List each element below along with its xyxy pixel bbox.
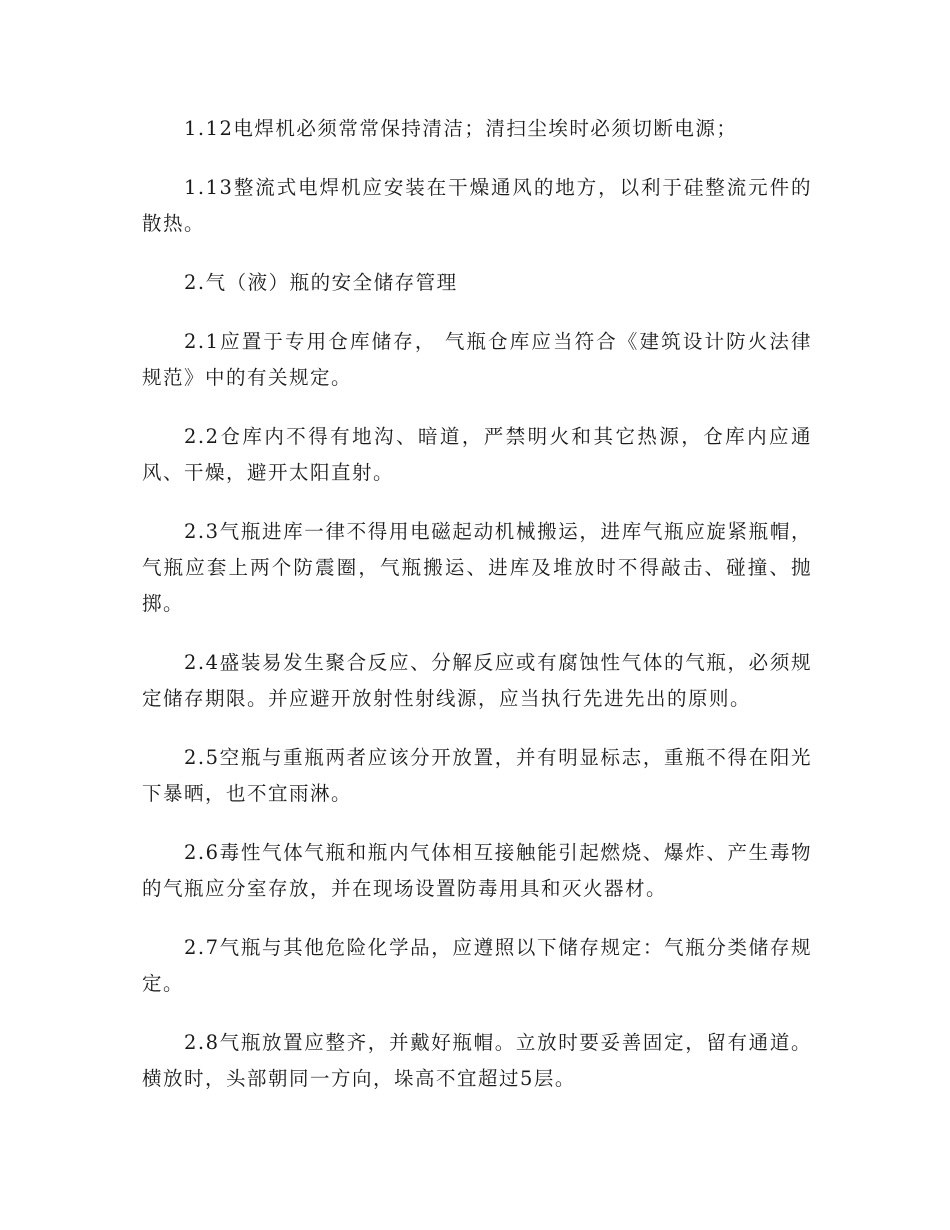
paragraph-2-2: 2.2仓库内不得有地沟、暗道，严禁明火和其它热源，仓库内应通风、干燥，避开太阳直射。 xyxy=(142,425,812,484)
paragraph-2-3: 2.3气瓶进库一律不得用电磁起动机械搬运，进库气瓶应旋紧瓶帽，气瓶应套上两个防震圈，气瓶搬运、进库及堆放时不得敲击、碰撞、抛掷。 xyxy=(142,520,812,615)
paragraph-2-8: 2.8气瓶放置应整齐，并戴好瓶帽。立放时要妥善固定，留有通道。横放时，头部朝同一方向，垛高不宜超过5层。 xyxy=(142,1031,812,1090)
paragraph-1-13: 1.13整流式电焊机应安装在干燥通风的地方，以利于硅整流元件的散热。 xyxy=(142,176,812,235)
paragraph-1-12: 1.12电焊机必须常常保持清洁；清扫尘埃时必须切断电源； xyxy=(184,117,738,140)
paragraph-2-5: 2.5空瓶与重瓶两者应该分开放置，并有明显标志，重瓶不得在阳光下暴晒，也不宜雨淋。 xyxy=(142,746,812,805)
section-heading-2: 2.气（液）瓶的安全储存管理 xyxy=(184,271,458,294)
document-body xyxy=(142,111,812,1120)
paragraph-2-7: 2.7气瓶与其他危险化学品，应遵照以下储存规定：气瓶分类储存规定。 xyxy=(142,936,812,995)
paragraph-2-6: 2.6毒性气体气瓶和瓶内气体相互接触能引起燃烧、爆炸、产生毒物的气瓶应分室存放，并在现场设置防毒用具和灭火器材。 xyxy=(142,841,812,900)
paragraph-2-1: 2.1应置于专用仓库储存， 气瓶仓库应当符合《建筑设计防火法律规范》中的有关规定。 xyxy=(142,330,812,389)
paragraph-2-4: 2.4盛装易发生聚合反应、分解反应或有腐蚀性气体的气瓶，必须规定储存期限。并应避开放射性射线源，应当执行先进先出的原则。 xyxy=(142,651,812,710)
